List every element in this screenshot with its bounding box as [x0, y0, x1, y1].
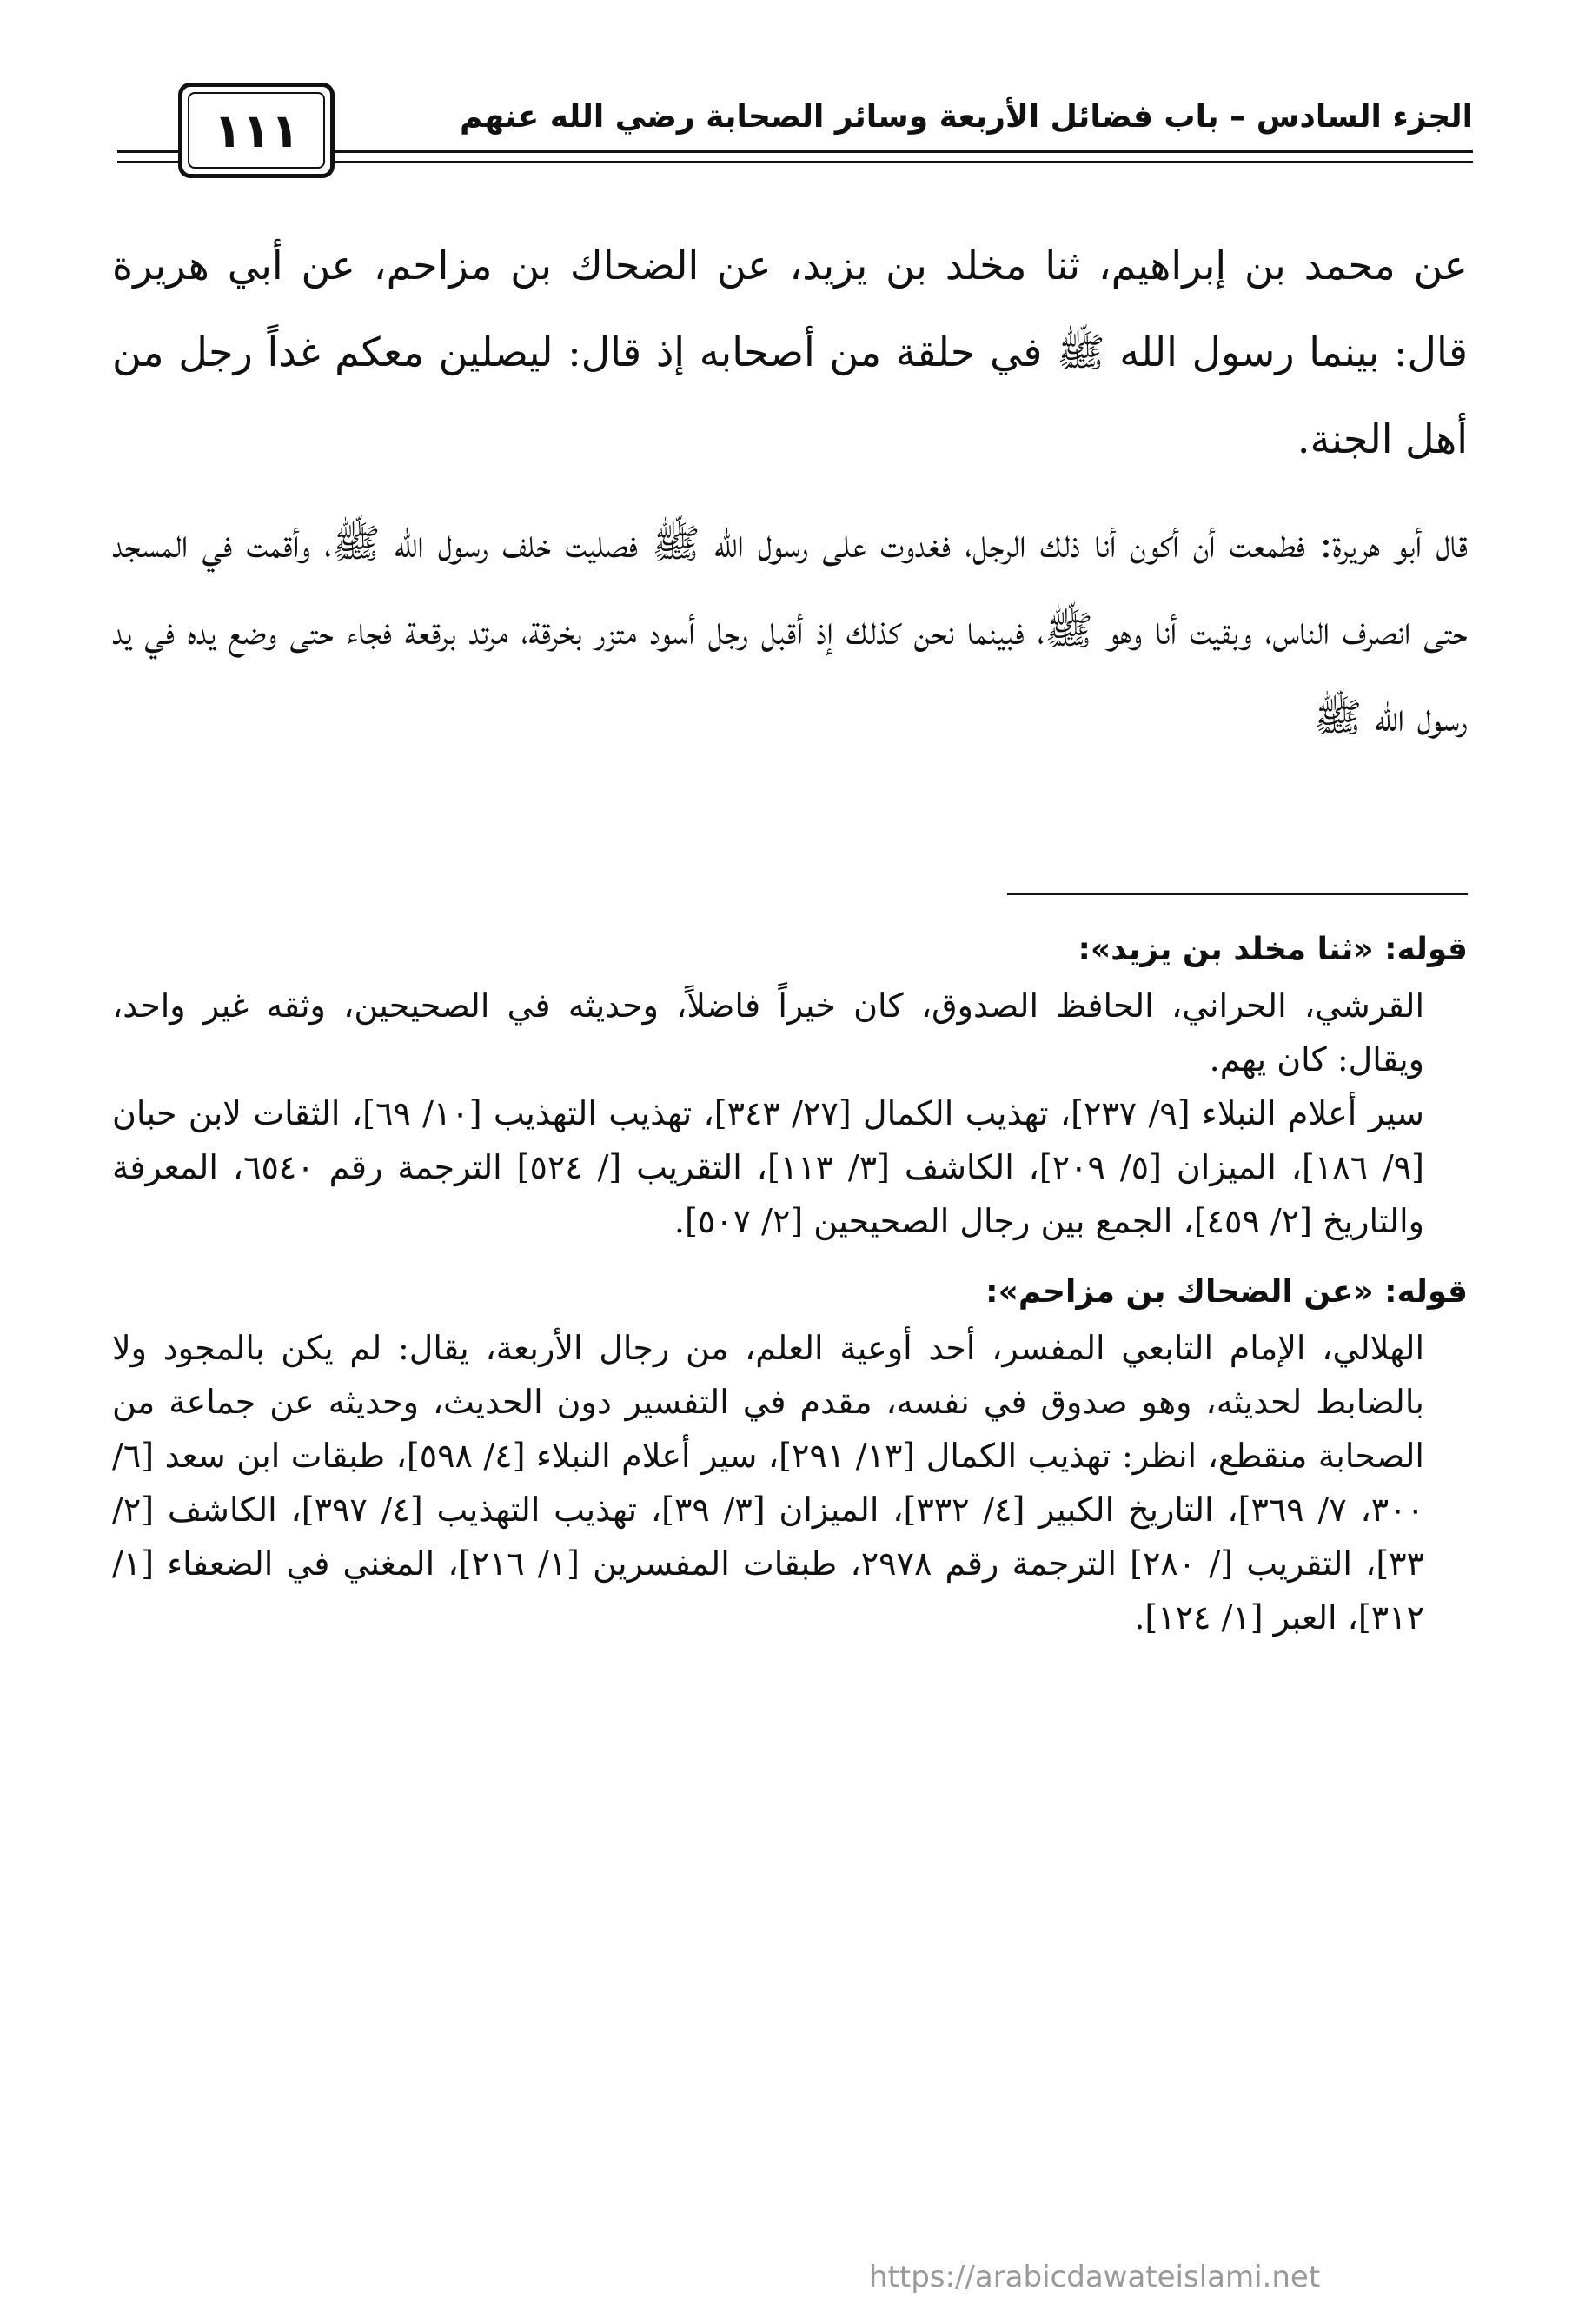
main-paragraph: عن محمد بن إبراهيم، ثنا مخلد بن يزيد، عن الضحاك بن مزاحم، عن أبي هريرة قال: بينما رسول الله ﷺ في حلقة من أصحابه إذ قال: ليصلين معكم غداً رجل من أهل الجنة.	[112, 242, 1468, 462]
footnote-paragraph: الهلالي، الإمام التابعي المفسر، أحد أوعية العلم، من رجال الأربعة، يقال: لم يكن بالمجود ولا بالضابط لحديثه، وهو صدوق في نفسه، مقدم في التفسير دون الحديث، وحديثه عن جماعة من الصحابة منقطع، انظر: تهذيب الكمال [١٣/ ٢٩١]، سير أعلام النبلاء [٤/ ٥٩٨]، طبقات ابن سعد [٦/ ٣٠٠، ٧/ ٣٦٩]، التاريخ الكبير [٤/ ٣٣٢]، الميزان [٣/ ٣٩]، تهذيب التهذيب [٤/ ٣٩٧]، الكاشف [٢/ ٣٣]، التقريب [/ ٢٨٠] الترجمة رقم ٢٩٧٨، طبقات المفسرين [١/ ٢١٦]، المغني في الضعفاء [١/ ٣١٢]، العبر [١/ ١٢٤].	[112, 1329, 1425, 1637]
main-text	[112, 222, 1468, 760]
page-number: ١١١	[188, 92, 325, 169]
running-title: الجزء السادس – باب فضائل الأربعة وسائر الصحابة رضي الله عنهم	[459, 99, 1473, 135]
footnote-body	[112, 979, 1468, 1248]
footnote-heading: قوله: «عن الضحاك بن مزاحم»:	[985, 1274, 1468, 1310]
footnote-paragraph: سير أعلام النبلاء [٩/ ٢٣٧]، تهذيب الكمال [٢٧/ ٣٤٣]، تهذيب التهذيب [١٠/ ٦٩]، الثقات لابن حبان [٩/ ١٨٦]، الميزان [٥/ ٢٠٩]، الكاشف [٣/ ١١٣]، التقريب [/ ٥٢٤] الترجمة رقم ٦٥٤٠، المعرفة والتاريخ [٢/ ٤٥٩]، الجمع بين رجال الصحيحين [٢/ ٥٠٧].	[112, 1094, 1424, 1240]
footnotes	[112, 921, 1468, 1660]
page-header	[117, 83, 1473, 178]
footnote-body	[112, 1321, 1468, 1644]
footnote	[112, 921, 1468, 1248]
main-paragraph: قال أبو هريرة: فطمعت أن أكون أنا ذلك الرجل، فغدوت على رسول الله ﷺ فصليت خلف رسول الله ﷺ، وأقمت في المسجد حتى انصرف الناس، وبقيت أنا وهو ﷺ، فبينما نحن كذلك إذ أقبل رجل أسود متزر بخرقة، مرتد برقعة فجاء حتى وضع يده في يد رسول الله ﷺ	[112, 520, 1468, 740]
page-number-frame	[178, 83, 335, 178]
footnote-heading: قوله: «ثنا مخلد بن يزيد»:	[1078, 932, 1468, 967]
footnote	[112, 1264, 1468, 1644]
footnote-paragraph: القرشي، الحراني، الحافظ الصدوق، كان خيراً فاضلاً، وحديثه في الصحيحين، وثقه غير واحد، ويقال: كان يهم.	[112, 986, 1424, 1079]
watermark-url: https://arabicdawateislami.net	[869, 2260, 1321, 2294]
footnote-separator	[1007, 893, 1468, 895]
